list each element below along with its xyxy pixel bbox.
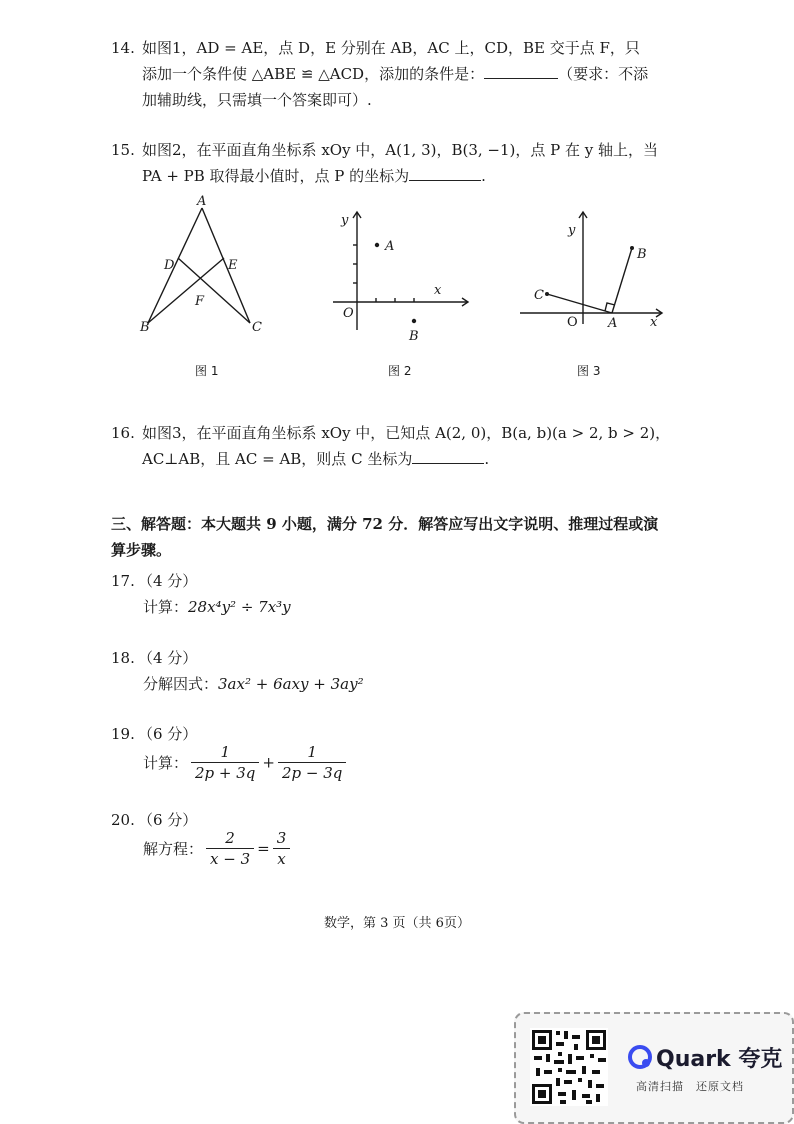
question-line: 如图1，AD = AE，点 D，E 分别在 AB，AC 上，CD，BE 交于点 F，只 [142,39,640,57]
fraction-denominator: 2p + 3q [195,764,256,782]
section-heading-line: 三、解答题：本大题共 9 小题，满分 72 分．解答应写出文字说明、推理过程或演 [111,515,659,533]
question-body [143,595,291,619]
quark-logo-icon [628,1045,652,1069]
fraction-numerator: 3 [273,828,291,849]
question-line: 如图2，在平面直角坐标系 xOy 中，A(1, 3)，B(3, −1)，点 P 在 y 轴上，当 [142,141,659,159]
figure-3-axes [520,212,662,324]
question-score: （4 分） [138,649,198,667]
fraction-numerator: 1 [278,742,346,763]
point-b-dot [412,319,416,323]
figure-2-caption: 图 2 [388,364,412,378]
question-score: （6 分） [138,811,198,829]
point-c-dot [545,292,549,296]
origin-label: O [567,315,578,330]
question-line [142,164,486,188]
label-f: F [195,294,205,309]
fraction [191,742,259,783]
operator: + [262,753,275,772]
fraction-numerator: 2 [206,828,254,849]
fraction [273,828,291,869]
question-number: 14. [111,39,135,57]
section-heading-line: 算步骤。 [111,541,172,559]
label-e: E [228,258,238,273]
question-number: 18. [111,649,135,667]
figure-1-caption: 图 1 [195,364,219,378]
point-b-dot [630,246,634,250]
question-number: 20. [111,811,135,829]
label-c: C [252,320,262,335]
question-text-part: （要求：不添 [558,65,649,83]
brand-name: Quark 夸克 [656,1047,783,1072]
fraction-denominator: x [277,850,286,868]
question-line [142,447,489,471]
figure-3-caption: 图 3 [577,364,601,378]
question-line: 如图3，在平面直角坐标系 xOy 中，已知点 A(2, 0)，B(a, b)(a > 2, b > 2)， [142,424,671,442]
math-expression: 28x⁴y² ÷ 7x³y [188,598,291,616]
page-footer: 数学，第 3 页（共 6页） [324,916,470,931]
question-score: （4 分） [138,572,198,590]
question-text-part: . [481,167,486,185]
label-c: C [534,288,544,303]
qr-code-icon [530,1028,608,1106]
question-score: （6 分） [138,725,198,743]
fraction [278,742,346,783]
axis-x-label: x [434,283,442,298]
question-line [142,62,648,86]
axis-y-label: y [341,213,349,228]
fraction-denominator: x − 3 [210,850,251,868]
label-b: B [140,320,150,335]
question-body [143,672,364,696]
section-heading [111,511,711,563]
label-a: A [385,239,395,254]
question-prompt: 分解因式： [143,675,219,693]
label-d: D [164,258,175,273]
question-text-part: . [484,450,490,468]
label-b: B [409,329,419,344]
answer-blank[interactable] [412,447,484,464]
answer-blank[interactable] [484,62,558,79]
question-prompt: 计算： [143,598,189,616]
question-line: 加辅助线，只需填一个答案即可）. [142,91,372,109]
question-number: 17. [111,572,135,590]
question-text-part: AC⊥AB，且 AC = AB，则点 C 坐标为 [142,450,413,468]
question-prompt: 解方程： [143,840,204,858]
axis-x-label: x [650,315,658,330]
answer-blank[interactable] [409,164,481,181]
figures-area [0,190,794,390]
question-body [143,742,349,783]
question-number: 15. [111,141,135,159]
brand-subtitle: 高清扫描 还原文档 [636,1080,744,1093]
operator: = [257,839,270,858]
question-body [143,828,293,869]
fraction [206,828,254,869]
question-text-part: 添加一个条件使 △ABE ≌ △ACD，添加的条件是： [142,65,485,83]
question-number: 19. [111,725,135,743]
point-a-dot [375,243,379,247]
question-prompt: 计算： [143,754,189,772]
label-b: B [637,247,647,262]
math-expression: 3ax² + 6axy + 3ay² [218,675,364,693]
question-text-part: PA + PB 取得最小值时，点 P 的坐标为 [142,167,410,185]
fraction-denominator: 2p − 3q [282,764,343,782]
axis-y-label: y [568,223,576,238]
label-a: A [608,316,618,331]
origin-label: O [343,306,354,321]
fraction-numerator: 1 [191,742,259,763]
question-number: 16. [111,424,135,442]
label-a: A [197,194,207,209]
